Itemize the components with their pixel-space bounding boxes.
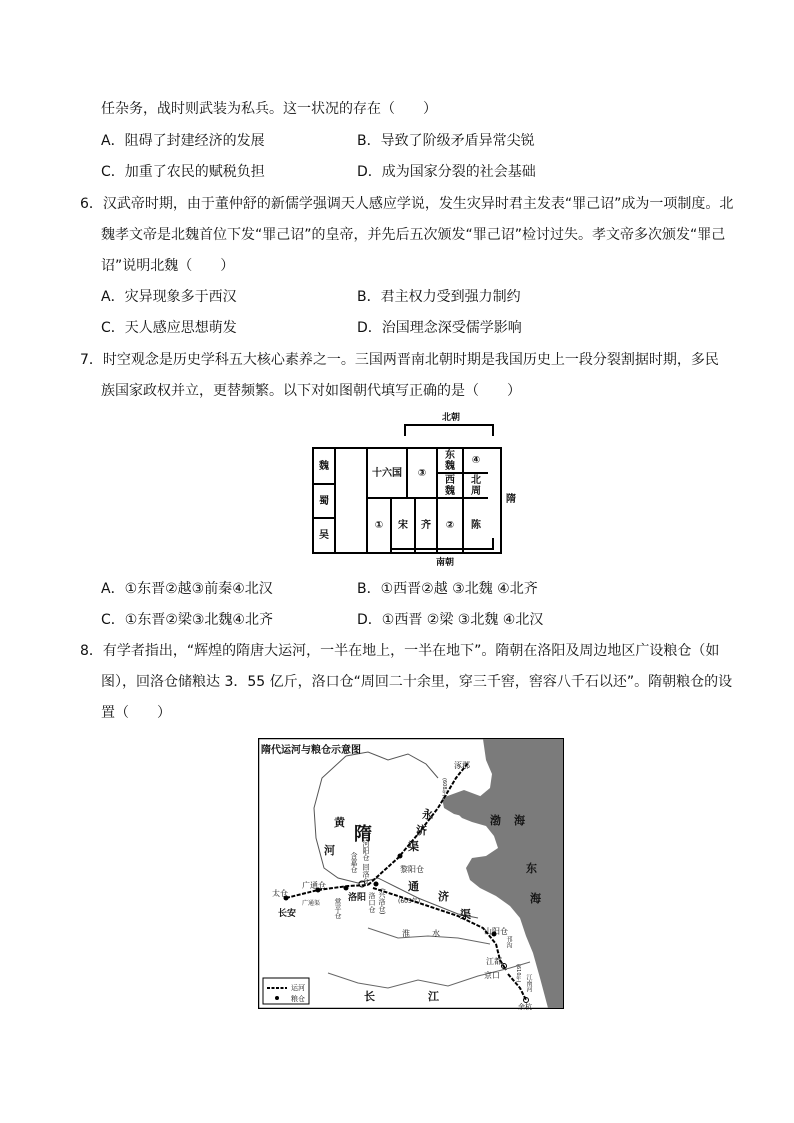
q7-option-b[interactable]: B．①西晋②越 ③北魏 ④北齐 — [357, 581, 538, 597]
luokoucang-dot — [374, 882, 379, 887]
map-year-605: (605年) — [398, 898, 421, 905]
q5-option-c[interactable]: C．加重了农民的赋税负担 — [101, 164, 265, 180]
map-jiangdu: 江都 — [486, 957, 502, 966]
north-bracket — [404, 424, 494, 436]
map-changpingcang: 常平仓 — [334, 898, 342, 919]
north-dynasties-label: 北朝 — [442, 413, 461, 423]
map-huai-2: 水 — [432, 929, 440, 938]
map-guangtongcang: 广通仓 — [302, 881, 326, 890]
map-tongji-2: 济 — [438, 890, 449, 903]
south-dynasties-label: 南朝 — [436, 558, 455, 568]
q7-option-d[interactable]: D．①西晋 ②梁 ③北魏 ④北汉 — [357, 612, 544, 628]
cell-beizhou: 北 周 — [462, 472, 490, 499]
map-bohai-2: 海 — [514, 814, 525, 827]
map-yuhang: 余杭 — [518, 1003, 532, 1011]
legend-granary-label: 粮仓 — [291, 995, 305, 1003]
map-jingkou: 京口 — [484, 971, 500, 980]
cell-shu: 蜀 — [312, 483, 336, 519]
q6-line-2: 魏孝文帝是北魏首位下发“罪己诏”的皇帝，并先后五次颁发“罪己诏”检讨过失。孝文帝多次颁发“罪己 — [101, 227, 726, 243]
map-hanjiacang: 含嘉仓 — [350, 852, 358, 873]
south-bracket — [390, 538, 494, 550]
cell-blank-4: ④ — [462, 447, 490, 474]
map-year-610: (610年) — [515, 964, 521, 983]
map-bohai-1: 渤 — [490, 814, 501, 827]
map-luokoucang: 洛口仓 — [368, 892, 376, 913]
q6-option-c[interactable]: C．天人感应思想萌发 — [101, 320, 237, 336]
cell-wu: 吴 — [312, 517, 336, 554]
map-yongji-3: 渠 — [408, 840, 419, 853]
q8-line-1: 8．有学者指出，“辉煌的隋唐大运河，一半在地上，一半在地下”。隋朝在洛阳及周边地区广设粮仓（如 — [80, 643, 720, 659]
map-changan: 长安 — [278, 909, 297, 919]
map-luoyang: 洛阳 — [348, 893, 367, 903]
map-hangou: 邗沟 — [505, 936, 512, 948]
map-huiluocang: 河阳仓 回洛仓 — [362, 840, 370, 885]
map-year-608: (608年) — [441, 778, 447, 797]
map-yongji-2: 济 — [416, 824, 427, 837]
q6-option-d[interactable]: D．治国理念深受儒学影响 — [357, 320, 522, 336]
map-sui: 隋 — [354, 824, 372, 845]
legend-granary-mark — [275, 996, 279, 1000]
map-jiang: 江 — [428, 990, 439, 1003]
map-title: 隋代运河与粮仓示意图 — [261, 745, 361, 756]
q5-option-a[interactable]: A．阻碍了封建经济的发展 — [101, 133, 265, 149]
map-zhuojun: 涿郡 — [454, 761, 470, 770]
q7-option-c[interactable]: C．①东晋②梁③北魏④北齐 — [101, 612, 273, 628]
map-huanghe-1: 黄 — [334, 816, 345, 829]
cell-dongwei: 东 魏 — [436, 447, 464, 474]
q5-option-b[interactable]: B．导致了阶级矛盾异常尖锐 — [357, 133, 535, 149]
cell-wei: 魏 — [312, 447, 336, 485]
q7-option-a[interactable]: A．①东晋②越③前秦④北汉 — [101, 581, 273, 597]
map-huai-1: 淮 — [402, 929, 410, 938]
map-liyangcang: 黎阳仓 — [400, 865, 424, 874]
cell-blank-2: ② — [436, 497, 464, 554]
map-guangtongqu: 广通渠 — [302, 900, 321, 907]
map-taicang: 太仓 — [272, 889, 288, 898]
map-donghai-2: 海 — [530, 892, 541, 905]
sui-label: 隋 — [506, 494, 516, 505]
cell-sixteen-kingdoms: 十六国 — [366, 447, 408, 499]
sui-canal-map — [258, 738, 564, 1009]
q6-option-b[interactable]: B．君主权力受到强力制约 — [357, 289, 521, 305]
map-yongji-1: 永 — [422, 808, 433, 821]
legend-canal-label: 运河 — [291, 984, 305, 992]
map-chang: 长 — [364, 990, 375, 1003]
dynasty-diagram — [312, 410, 527, 570]
q6-line-3: 诏”说明北魏（ ） — [101, 258, 235, 274]
cell-jin — [334, 447, 368, 554]
liyangcang-dot — [398, 854, 403, 859]
q8-line-2: 图），回洛仓储粮达 3．55 亿斤，洛口仓“周回二十余里，穿三千窖，窖容八千石以还”。隋朝粮仓的设 — [101, 674, 733, 690]
map-xingluocang: (兴洛仓) — [378, 888, 386, 915]
cell-blank-1: ① — [366, 497, 392, 554]
map-donghai-1: 东 — [526, 862, 537, 875]
q6-option-a[interactable]: A．灾异现象多于西汉 — [101, 289, 237, 305]
cell-chen: 陈 — [462, 497, 490, 554]
cell-qi: 齐 — [414, 497, 438, 554]
q5-option-d[interactable]: D．成为国家分裂的社会基础 — [357, 164, 536, 180]
q5-stem-tail: 任杂务，战时则武装为私兵。这一状况的存在（ ） — [101, 101, 437, 117]
q7-line-1: 7．时空观念是历史学科五大核心素养之一。三国两晋南北朝时期是我国历史上一段分裂割据时期，多民 — [80, 352, 719, 368]
map-huanghe-2: 河 — [324, 844, 335, 857]
map-jiangnanhe: 江南河 — [525, 974, 532, 992]
cell-xiwei: 西 魏 — [436, 472, 464, 499]
q8-line-3: 置（ ） — [101, 705, 171, 721]
cell-song: 宋 — [390, 497, 416, 554]
map-tongji-1: 通 — [408, 880, 419, 893]
map-tongji-3: 渠 — [460, 908, 471, 921]
cell-blank-3: ③ — [406, 447, 438, 499]
map-shanyangcang: 山阳仓 — [484, 927, 508, 936]
q6-line-1: 6．汉武帝时期，由于董仲舒的新儒学强调天人感应学说，发生灾异时君主发表“罪己诏”成为一项制度。北 — [80, 196, 734, 212]
q7-line-2: 族国家政权并立，更替频繁。以下对如图朝代填写正确的是（ ） — [101, 383, 521, 399]
